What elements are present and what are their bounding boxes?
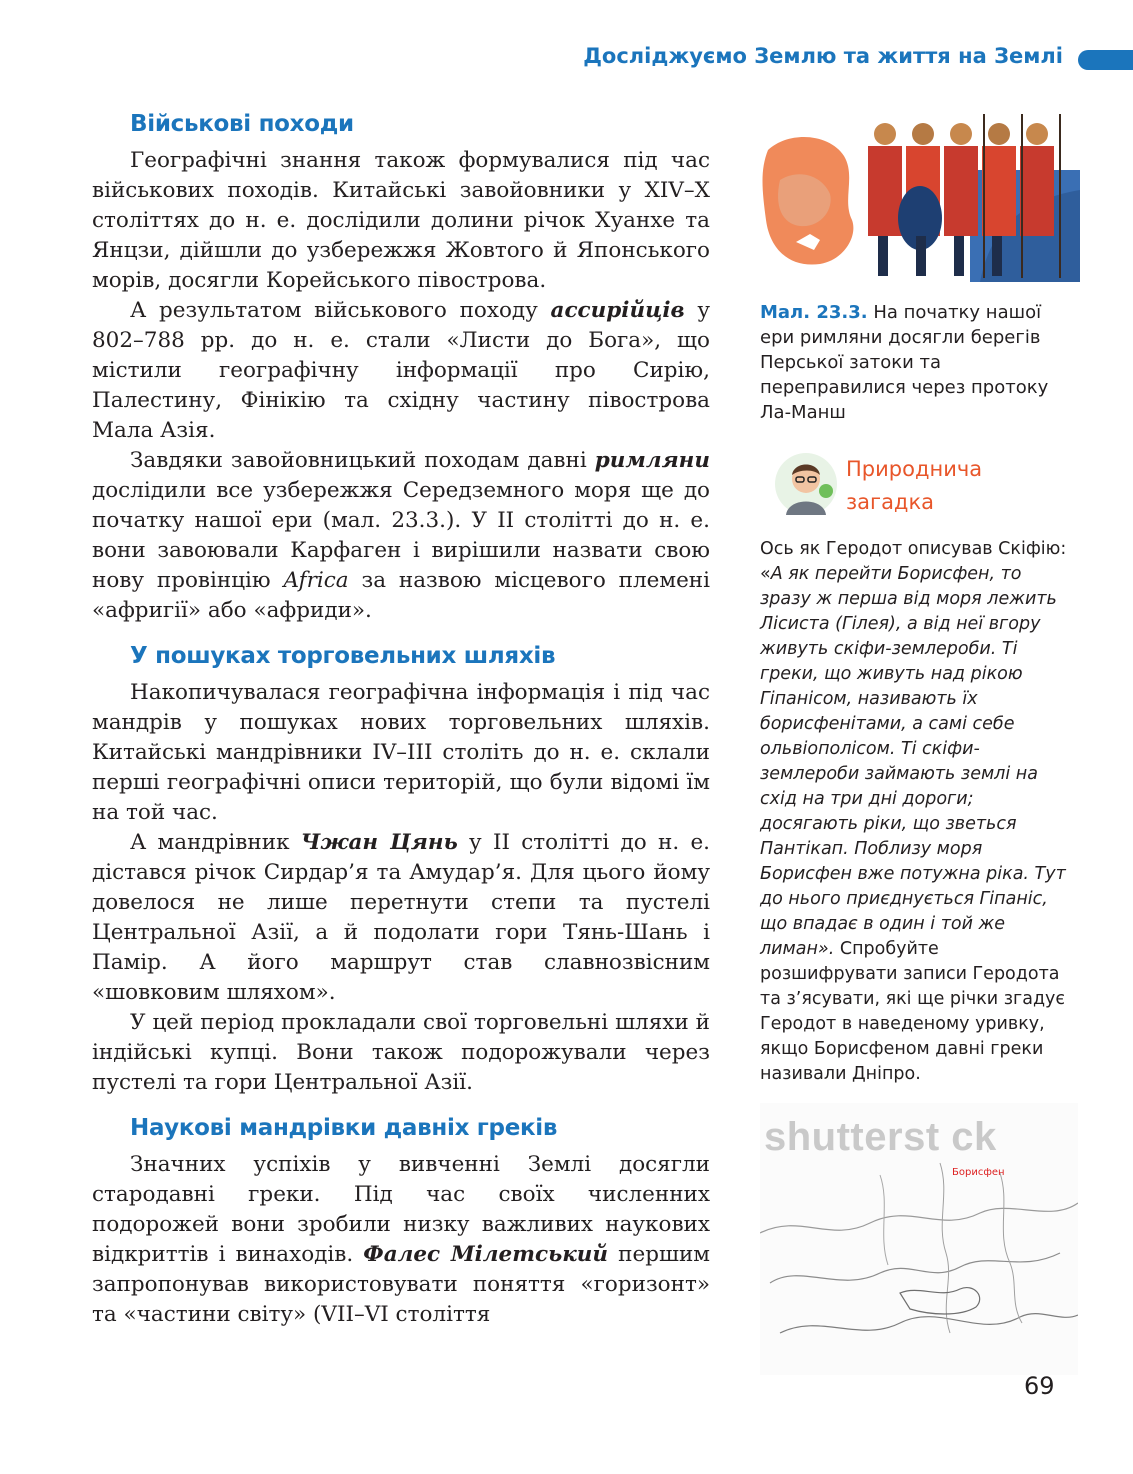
- term-africa: Africa: [283, 568, 349, 593]
- paragraph: Значних успіхів у вивченні Землі досягли стародавні греки. Під час своїх численних подорожей вони зробили низку важливих наукових відкриттів і винаходів. Фалес Мілетський першим запропонував використовувати поняття «горизонт» та «частини світу» (VII–VI століття: [92, 1152, 710, 1327]
- stock-watermark: shutterst ck: [764, 1115, 997, 1159]
- paragraph: Географічні знання також формувалися під час військових походів. Китайські завойовники у XIV–X століттях до н. е. дослідили долини річок Хуанхе та Янцзи, дійшли до узбережжя Жовтого й Японського морів, досягли Корейського півострова.: [92, 148, 710, 293]
- section-heading-military: Військові походи: [130, 111, 354, 137]
- riddle-header: [760, 451, 1072, 531]
- term-thales: Фалес Мілетський: [363, 1242, 609, 1267]
- term-romans: римляни: [594, 448, 710, 473]
- term-assyrians: ассирійців: [550, 298, 685, 323]
- riddle-text: Ось як Геродот описував Скіфію: «А як перейти Борисфен, то зразу ж перша від моря лежить Лісиста (Гілея), а від неї вгору живуть скіфи-землероби. Ті греки, що живуть над рікою Гіпанісом, називають їх борисфенітами, а самі себе ольвіополісом. Ті скіфи-землероби займають землі на схід на три дні дороги; досягають ріки, що зветься Пантікап. Поблизу моря Борисфен вже потужна ріка. Тут до нього приєднується Гіпаніс, що впадає в один і той же лиман». Спробуйте розшифрувати записи Геродота та з’ясувати, які ще річки згадує Геродот в наведеному уривку, якщо Борисфеном давні греки називали Дніпро.: [760, 539, 1067, 1084]
- section-heading-trade: У пошуках торговельних шляхів: [130, 643, 556, 669]
- term-zhang-qian: Чжан Цянь: [300, 830, 458, 855]
- paragraph: Накопичувалася географічна інформація і під час мандрів у пошуках нових торговельних шляхів. Китайські мандрівники IV–III століть до н. е. склали перші географічні описи територій, що були відомі їм на той час.: [92, 680, 710, 825]
- section-heading-greeks: Наукові мандрівки давніх греків: [130, 1115, 558, 1141]
- map-label-borysthenes: Борисфен: [952, 1167, 1005, 1178]
- page-number: 69: [1024, 1372, 1055, 1400]
- main-column: [92, 108, 710, 1330]
- paragraph: У цей період прокладали свої торговельні шляхи й індійські купці. Вони також подорожували через пустелі та гори Центральної Азії.: [92, 1010, 710, 1095]
- herodotus-quote: А як перейти Борисфен, то зразу ж перша від моря лежить Лісиста (Гілея), а від неї вгору живуть скіфи-землероби. Ті греки, що живуть над рікою Гіпанісом, називають їх борисфенітами, а самі себе ольвіополісом. Ті скіфи-землероби займають землі на схід на три дні дороги; досягають ріки, що зветься Пантікап. Поблизу моря Борисфен вже потужна ріка. Тут до нього приєднується Гіпаніс, що впадає в один і той же лиман».: [760, 564, 1066, 959]
- paragraph: Завдяки завойовницький походам давні римляни дослідили все узбережжя Середземного моря ще до початку нашої ери (мал. 23.3.). У ІІ столітті до н. е. вони завоювали Карфаген і вирішили назвати свою нову провінцію Africa за назвою місцевого племені «афригії» або «африди».: [92, 448, 711, 623]
- paragraph: А результатом військового походу ассирійців у 802–788 рр. до н. е. стали «Листи до Бога», що містили географічну інформації про Сирію, Палестину, Фінікію та східну частину півострова Мала Азія.: [92, 298, 711, 443]
- teacher-avatar-icon: [774, 451, 838, 517]
- ancient-map-illustration: [760, 1103, 1078, 1375]
- paragraph: А мандрівник Чжан Цянь у ІІ столітті до н. е. дістався річок Сирдар’я та Амудар’я. Для цього йому довелося не лише перетнути степи та пустелі Центральної Азії, а й подолати гори Тянь-Шань і Памір. А його маршрут став славнозвісним «шовковим шляхом».: [92, 830, 711, 1005]
- figure-label: Мал. 23.3.: [760, 302, 868, 323]
- side-column: [760, 110, 1072, 1375]
- figure-caption: Мал. 23.3. На початку нашої ери римляни досягли берегів Перської затоки та переправилися через протоку Ла-Манш: [760, 302, 1049, 423]
- header-tab-decoration: [1078, 50, 1133, 70]
- roman-soldiers-illustration: [760, 110, 1080, 282]
- running-header: Досліджуємо Землю та життя на Землі: [583, 44, 1063, 68]
- riddle-title: Природнича загадка: [846, 457, 983, 514]
